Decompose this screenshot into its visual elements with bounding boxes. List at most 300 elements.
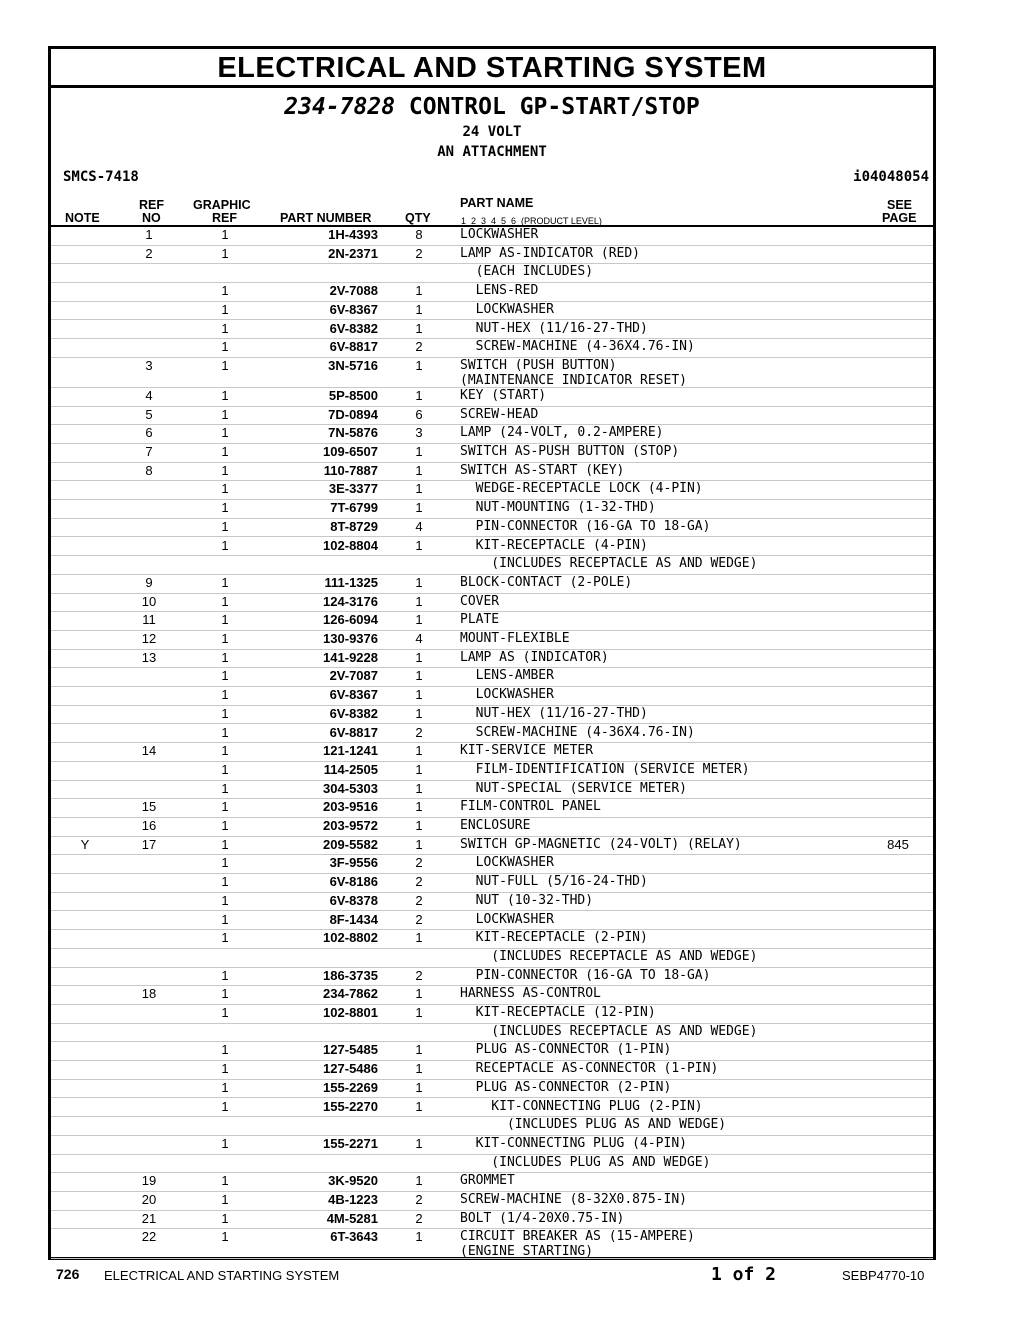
row-graphic-ref: 1	[221, 687, 229, 703]
row-part-name: (INCLUDES RECEPTACLE AS AND WEDGE)	[460, 556, 758, 572]
row-qty: 1	[415, 593, 423, 609]
table-row	[51, 499, 933, 519]
table-header	[51, 193, 933, 227]
footer-doc-number: SEBP4770-10	[842, 1268, 925, 1283]
table-row	[51, 555, 933, 575]
row-part-number: 186-3735	[323, 967, 378, 983]
table-row	[51, 817, 933, 837]
row-part-name: KIT-CONNECTING PLUG (2-PIN)	[460, 1098, 703, 1114]
table-row	[51, 742, 933, 762]
row-part-number: 111-1325	[324, 574, 378, 590]
row-part-name: PLUG AS-CONNECTOR (1-PIN)	[460, 1042, 672, 1058]
row-part-name: NUT-HEX (11/16-27-THD)	[460, 320, 648, 336]
row-qty: 1	[415, 283, 423, 299]
row-graphic-ref: 1	[221, 462, 229, 478]
table-row	[51, 1079, 933, 1099]
row-qty: 1	[415, 1135, 423, 1151]
row-ref-no: 7	[145, 444, 153, 459]
row-qty: 6	[415, 406, 423, 422]
row-graphic-ref: 1	[221, 892, 229, 908]
document-id: i04048054	[853, 169, 929, 185]
header-ref-no-bottom: NO	[142, 211, 161, 225]
row-graphic-ref: 1	[221, 301, 229, 317]
row-graphic-ref: 1	[221, 1173, 229, 1189]
row-qty: 2	[415, 339, 423, 355]
row-graphic-ref: 1	[221, 1042, 229, 1058]
row-part-name: KEY (START)	[460, 387, 547, 403]
table-row	[51, 780, 933, 800]
header-part-name: PART NAME	[460, 196, 534, 210]
row-qty: 1	[415, 1098, 423, 1114]
row-qty: 1	[415, 500, 423, 516]
row-ref-no: 8	[145, 462, 153, 478]
table-row	[51, 537, 933, 557]
table-row	[51, 320, 933, 340]
table-row	[51, 1060, 933, 1080]
row-part-number: 6V-8817	[329, 339, 378, 355]
table-row	[51, 649, 933, 669]
table-row	[51, 967, 933, 987]
row-part-name: PLUG AS-CONNECTOR (2-PIN)	[460, 1079, 672, 1095]
parts-list-frame	[48, 46, 936, 1260]
table-row	[51, 892, 933, 912]
table-row	[51, 611, 933, 631]
row-part-number: 3E-3377	[328, 481, 378, 497]
row-qty: 1	[415, 668, 423, 684]
row-part-name: SCREW-MACHINE (4-36X4.76-IN)	[460, 724, 695, 740]
row-part-number: 7D-0894	[328, 406, 378, 422]
row-ref-no: 10	[141, 593, 157, 609]
row-qty: 1	[415, 1229, 423, 1245]
row-part-number: 6V-8367	[329, 301, 378, 317]
row-graphic-ref: 1	[221, 481, 229, 497]
table-row	[51, 948, 933, 968]
table-row	[51, 1228, 933, 1259]
row-graphic-ref: 1	[221, 911, 229, 927]
row-part-number: 3K-9520	[328, 1173, 378, 1189]
header-see-page-bottom: PAGE	[882, 211, 917, 225]
row-graphic-ref: 1	[221, 320, 229, 336]
table-row	[51, 985, 933, 1005]
row-qty: 1	[415, 1042, 423, 1058]
row-part-number: 4B-1223	[328, 1192, 378, 1207]
row-part-number: 209-5582	[323, 836, 378, 852]
row-part-number: 234-7862	[323, 986, 378, 1002]
row-graphic-ref: 1	[221, 649, 229, 665]
row-part-name: KIT-CONNECTING PLUG (4-PIN)	[460, 1135, 687, 1151]
row-graphic-ref: 1	[221, 836, 229, 852]
row-qty: 2	[415, 892, 423, 908]
table-row	[51, 518, 933, 538]
row-part-name: LOCKWASHER	[460, 301, 554, 317]
row-part-number: 126-6094	[323, 612, 378, 628]
table-row	[51, 1135, 933, 1155]
table-row	[51, 282, 933, 302]
row-qty: 1	[415, 818, 423, 833]
row-part-number: 155-2271	[323, 1135, 378, 1151]
row-qty: 1	[415, 836, 423, 852]
row-part-number: 6V-8382	[329, 320, 378, 336]
row-part-name: MOUNT-FLEXIBLE	[460, 631, 570, 646]
row-see-page: 845	[887, 836, 909, 852]
table-row	[51, 462, 933, 482]
row-graphic-ref: 1	[221, 855, 229, 871]
row-qty: 1	[415, 743, 423, 759]
row-qty: 1	[415, 705, 423, 721]
row-part-number: 6V-8186	[329, 874, 378, 890]
row-ref-no: 13	[141, 649, 157, 665]
row-qty: 4	[415, 518, 423, 534]
row-part-number: 8F-1434	[329, 911, 378, 927]
row-graphic-ref: 1	[221, 799, 229, 815]
row-graphic-ref: 1	[221, 930, 229, 946]
row-part-name: PLATE	[460, 612, 500, 628]
row-ref-no: 22	[141, 1229, 157, 1245]
row-part-name: LOCKWASHER	[460, 687, 554, 703]
row-part-name: SCREW-MACHINE (8-32X0.875-IN)	[460, 1192, 687, 1207]
row-part-name: LAMP AS-INDICATOR (RED)	[460, 245, 641, 261]
row-graphic-ref: 1	[221, 245, 229, 261]
row-graphic-ref: 1	[221, 500, 229, 516]
row-graphic-ref: 1	[221, 339, 229, 355]
row-qty: 1	[415, 574, 423, 590]
row-graphic-ref: 1	[221, 761, 229, 777]
row-part-name: LAMP (24-VOLT, 0.2-AMPERE)	[460, 425, 664, 441]
header-ref-no-top: REF	[139, 198, 164, 212]
row-part-number: 7T-6799	[330, 500, 378, 516]
header-graphic-ref-top: GRAPHIC	[193, 198, 251, 212]
row-graphic-ref: 1	[221, 406, 229, 422]
row-qty: 2	[415, 245, 423, 261]
row-part-number: 2V-7088	[329, 283, 378, 299]
group-name: CONTROL GP-START/STOP	[408, 94, 700, 120]
row-qty: 1	[415, 320, 423, 336]
table-row	[51, 1172, 933, 1192]
row-part-name: NUT-HEX (11/16-27-THD)	[460, 705, 648, 721]
row-part-name: PIN-CONNECTOR (16-GA TO 18-GA)	[460, 518, 711, 534]
header-graphic-ref-bottom: REF	[212, 211, 237, 225]
table-row	[51, 929, 933, 949]
table-row	[51, 574, 933, 594]
row-ref-no: 6	[145, 425, 153, 441]
row-graphic-ref: 1	[221, 1061, 229, 1077]
row-part-name: HARNESS AS-CONTROL	[460, 986, 601, 1002]
row-part-name: COVER	[460, 593, 500, 609]
row-part-name: SCREW-MACHINE (4-36X4.76-IN)	[460, 339, 695, 355]
row-part-name: SWITCH AS-START (KEY)	[460, 462, 625, 478]
row-part-number: 6V-8367	[329, 687, 378, 703]
row-ref-no: 19	[141, 1173, 157, 1189]
row-graphic-ref: 1	[221, 518, 229, 534]
table-row	[51, 387, 933, 407]
row-part-number: 114-2505	[323, 761, 378, 777]
smcs-code: SMCS-7418	[63, 169, 139, 185]
row-ref-no: 5	[145, 406, 153, 422]
row-qty: 1	[415, 930, 423, 946]
header-part-number: PART NUMBER	[280, 211, 372, 225]
row-graphic-ref: 1	[221, 1005, 229, 1020]
row-graphic-ref: 1	[221, 612, 229, 628]
row-part-name: SCREW-HEAD	[460, 406, 539, 422]
row-qty: 1	[415, 357, 423, 373]
table-row	[51, 1098, 933, 1118]
row-part-name: (INCLUDES PLUG AS AND WEDGE)	[460, 1154, 711, 1170]
row-part-number: 4M-5281	[326, 1210, 378, 1226]
row-qty: 2	[415, 724, 423, 740]
row-graphic-ref: 1	[221, 780, 229, 796]
row-part-number: 8T-8729	[330, 518, 378, 534]
row-part-number: 102-8802	[323, 930, 378, 946]
footer-page-number: 726	[56, 1266, 80, 1282]
row-part-name: NUT-MOUNTING (1-32-THD)	[460, 500, 656, 516]
table-row	[51, 1116, 933, 1136]
row-part-number: 3N-5716	[328, 357, 378, 373]
row-qty: 1	[415, 1061, 423, 1077]
row-qty: 1	[415, 1005, 423, 1020]
row-part-name: SWITCH AS-PUSH BUTTON (STOP)	[460, 444, 680, 459]
table-row	[51, 357, 933, 388]
row-part-number: 141-9228	[323, 649, 378, 665]
row-part-number: 102-8801	[323, 1005, 378, 1020]
row-part-name: (INCLUDES RECEPTACLE AS AND WEDGE)	[460, 1023, 758, 1039]
table-row	[51, 1023, 933, 1043]
row-graphic-ref: 1	[221, 631, 229, 646]
row-ref-no: 20	[141, 1192, 157, 1207]
row-qty: 2	[415, 1192, 423, 1207]
table-row	[51, 226, 933, 246]
row-part-name: NUT-FULL (5/16-24-THD)	[460, 874, 648, 890]
row-part-number: 7N-5876	[328, 425, 378, 441]
row-part-number: 2V-7087	[329, 668, 378, 684]
row-ref-no: 11	[142, 612, 156, 628]
group-line-attachment: AN ATTACHMENT	[437, 144, 547, 160]
row-qty: 1	[415, 537, 423, 553]
row-part-number: 124-3176	[323, 593, 378, 609]
row-qty: 1	[415, 649, 423, 665]
table-row	[51, 406, 933, 426]
row-part-number: 6V-8378	[329, 892, 378, 908]
table-row	[51, 854, 933, 874]
row-part-number: 304-5303	[323, 780, 378, 796]
row-part-number: 203-9516	[323, 799, 378, 815]
row-qty: 2	[415, 874, 423, 890]
row-qty: 2	[415, 855, 423, 871]
row-part-name: LAMP AS (INDICATOR)	[460, 649, 609, 665]
row-part-number: 155-2269	[323, 1079, 378, 1095]
table-row	[51, 667, 933, 687]
row-qty: 1	[415, 986, 423, 1002]
row-graphic-ref: 1	[221, 1192, 229, 1207]
row-graphic-ref: 1	[221, 1229, 229, 1245]
table-row	[51, 1191, 933, 1211]
row-ref-no: 15	[141, 799, 157, 815]
table-row	[51, 836, 933, 856]
table-row	[51, 1041, 933, 1061]
table-row	[51, 338, 933, 358]
row-part-number: 5P-8500	[328, 387, 378, 403]
table-row	[51, 1004, 933, 1024]
row-part-number: 3F-9556	[329, 855, 378, 871]
header-qty: QTY	[405, 211, 431, 225]
row-qty: 8	[415, 227, 423, 242]
row-qty: 4	[415, 631, 423, 646]
row-qty: 3	[415, 425, 423, 441]
row-part-name: SWITCH (PUSH BUTTON) (MAINTENANCE INDICATOR RESET)	[460, 357, 687, 388]
row-part-number: 203-9572	[323, 818, 378, 833]
row-part-name: LENS-AMBER	[460, 668, 554, 684]
row-graphic-ref: 1	[221, 874, 229, 890]
row-part-name: RECEPTACLE AS-CONNECTOR (1-PIN)	[460, 1061, 719, 1077]
table-row	[51, 1210, 933, 1230]
row-part-name: BLOCK-CONTACT (2-POLE)	[460, 574, 633, 590]
header-note: NOTE	[65, 211, 100, 225]
row-part-number: 109-6507	[323, 444, 378, 459]
row-graphic-ref: 1	[221, 705, 229, 721]
row-part-number: 6V-8817	[329, 724, 378, 740]
row-graphic-ref: 1	[221, 227, 229, 242]
row-ref-no: 18	[141, 986, 157, 1002]
table-row	[51, 761, 933, 781]
row-ref-no: 16	[141, 818, 157, 833]
group-line-voltage: 24 VOLT	[462, 124, 522, 140]
row-graphic-ref: 1	[221, 593, 229, 609]
footer-section-title: ELECTRICAL AND STARTING SYSTEM	[104, 1268, 340, 1283]
row-part-name: NUT (10-32-THD)	[460, 892, 594, 908]
row-part-name: KIT-RECEPTACLE (12-PIN)	[460, 1005, 656, 1020]
row-part-name: SWITCH GP-MAGNETIC (24-VOLT) (RELAY)	[460, 836, 742, 852]
row-qty: 1	[415, 481, 423, 497]
row-part-number: 6T-3643	[330, 1229, 378, 1245]
row-graphic-ref: 1	[221, 818, 229, 833]
row-graphic-ref: 1	[221, 283, 229, 299]
row-part-number: 2N-2371	[328, 245, 378, 261]
row-part-number: 1H-4393	[328, 227, 378, 242]
row-ref-no: 2	[145, 245, 153, 261]
row-ref-no: 4	[145, 387, 153, 403]
row-part-number: 130-9376	[323, 631, 378, 646]
row-qty: 1	[415, 1173, 423, 1189]
row-part-name: NUT-SPECIAL (SERVICE METER)	[460, 780, 687, 796]
row-part-name: (INCLUDES PLUG AS AND WEDGE)	[460, 1117, 727, 1133]
row-graphic-ref: 1	[221, 387, 229, 403]
row-part-name: PIN-CONNECTOR (16-GA TO 18-GA)	[460, 967, 711, 983]
row-part-number: 102-8804	[323, 537, 378, 553]
row-part-name: CIRCUIT BREAKER AS (15-AMPERE) (ENGINE STARTING)	[460, 1229, 695, 1260]
row-ref-no: 17	[141, 836, 157, 852]
header-product-levels: 1 2 3 4 5 6 (PRODUCT LEVEL)	[461, 216, 602, 226]
page-title: ELECTRICAL AND STARTING SYSTEM	[51, 49, 933, 88]
table-row	[51, 630, 933, 650]
row-qty: 2	[415, 1210, 423, 1226]
table-row	[51, 443, 933, 463]
row-part-name: LOCKWASHER	[460, 227, 539, 242]
row-qty: 1	[415, 462, 423, 478]
row-qty: 1	[415, 1079, 423, 1095]
row-qty: 1	[415, 780, 423, 796]
row-part-number: 121-1241	[323, 743, 378, 759]
row-part-name: BOLT (1/4-20X0.75-IN)	[460, 1210, 625, 1226]
row-graphic-ref: 1	[221, 986, 229, 1002]
row-part-name: (INCLUDES RECEPTACLE AS AND WEDGE)	[460, 948, 758, 964]
row-part-name: LOCKWASHER	[460, 911, 554, 927]
row-part-number: 127-5486	[323, 1061, 378, 1077]
row-ref-no: 3	[145, 357, 153, 373]
row-graphic-ref: 1	[221, 444, 229, 459]
footer-page-count: 1 of 2	[711, 1264, 777, 1285]
row-part-name: LOCKWASHER	[460, 855, 554, 871]
row-graphic-ref: 1	[221, 537, 229, 553]
row-part-name: KIT-RECEPTACLE (2-PIN)	[460, 930, 648, 946]
table-row	[51, 705, 933, 725]
table-row	[51, 480, 933, 500]
table-row	[51, 798, 933, 818]
row-qty: 2	[415, 967, 423, 983]
row-ref-no: 14	[141, 743, 157, 759]
row-qty: 1	[415, 612, 423, 628]
table-row	[51, 263, 933, 283]
row-qty: 1	[415, 387, 423, 403]
row-graphic-ref: 1	[221, 967, 229, 983]
row-qty: 2	[415, 911, 423, 927]
row-ref-no: 9	[145, 574, 153, 590]
group-title	[51, 93, 933, 121]
row-part-name: LENS-RED	[460, 283, 539, 299]
row-part-number: 6V-8382	[329, 705, 378, 721]
row-qty: 1	[415, 761, 423, 777]
row-graphic-ref: 1	[221, 425, 229, 441]
row-part-name: WEDGE-RECEPTACLE LOCK (4-PIN)	[460, 481, 703, 497]
table-row	[51, 245, 933, 265]
row-qty: 1	[415, 799, 423, 815]
row-part-name: ENCLOSURE	[460, 818, 531, 833]
row-ref-no: 21	[141, 1210, 157, 1226]
group-number: 234-7828	[284, 94, 396, 120]
row-part-name: GROMMET	[460, 1173, 515, 1189]
header-see-page-top: SEE	[887, 198, 913, 212]
row-qty: 1	[415, 444, 423, 459]
row-graphic-ref: 1	[221, 743, 229, 759]
row-ref-no: 12	[141, 631, 157, 646]
table-row	[51, 301, 933, 321]
row-part-name: FILM-CONTROL PANEL	[460, 799, 601, 815]
row-graphic-ref: 1	[221, 1098, 229, 1114]
row-note: Y	[80, 836, 90, 852]
table-row	[51, 424, 933, 444]
row-graphic-ref: 1	[221, 574, 229, 590]
table-row	[51, 911, 933, 931]
table-row	[51, 593, 933, 613]
row-graphic-ref: 1	[221, 724, 229, 740]
row-part-name: FILM-IDENTIFICATION (SERVICE METER)	[460, 761, 750, 777]
table-row	[51, 1154, 933, 1174]
row-graphic-ref: 1	[221, 1135, 229, 1151]
row-part-name: (EACH INCLUDES)	[460, 264, 594, 280]
row-part-number: 127-5485	[323, 1042, 378, 1058]
row-graphic-ref: 1	[221, 668, 229, 684]
row-qty: 1	[415, 687, 423, 703]
table-row	[51, 873, 933, 893]
table-row	[51, 724, 933, 744]
row-part-name: KIT-RECEPTACLE (4-PIN)	[460, 537, 648, 553]
row-part-number: 110-7887	[323, 462, 378, 478]
row-graphic-ref: 1	[221, 1079, 229, 1095]
row-graphic-ref: 1	[221, 1210, 229, 1226]
row-qty: 1	[415, 301, 423, 317]
row-ref-no: 1	[145, 227, 153, 242]
row-part-number: 155-2270	[323, 1098, 378, 1114]
table-row	[51, 686, 933, 706]
row-part-name: KIT-SERVICE METER	[460, 743, 594, 759]
